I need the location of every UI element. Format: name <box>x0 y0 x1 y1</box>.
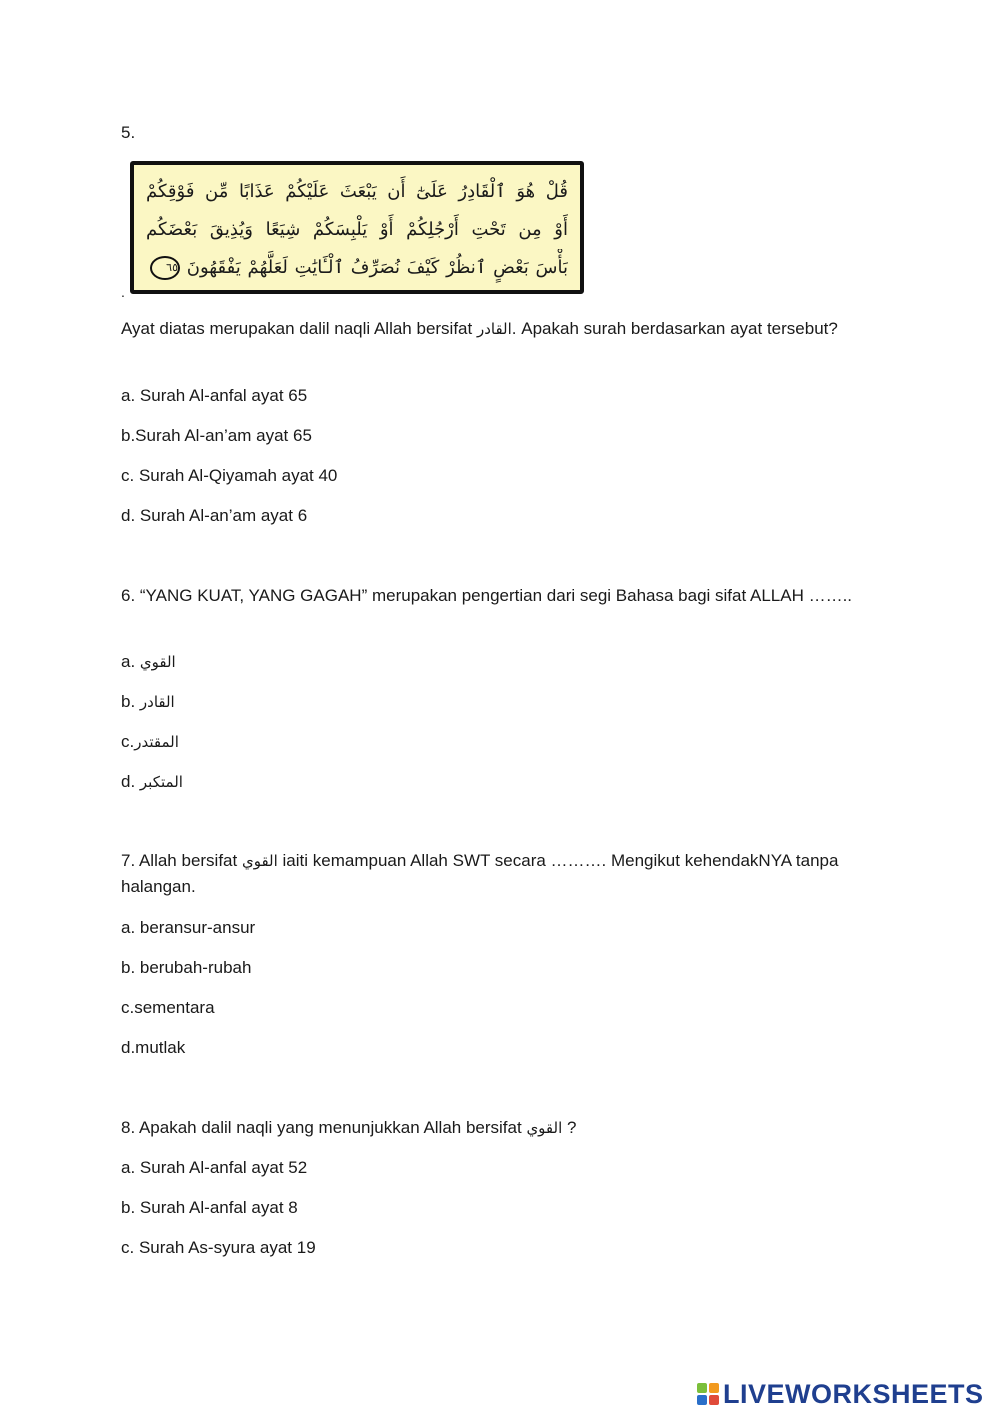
ayah-line-3: بَأْسَ بَعْضٍ ٱنظُرْ كَيْفَ نُصَرِّفُ ٱلْـَٔايَٰتِ لَعَلَّهُمْ يَفْقَهُونَ ٦٥ <box>146 249 568 287</box>
q6-option-b[interactable]: b. القادر <box>121 692 175 711</box>
q8-option-b[interactable]: b. Surah Al-anfal ayat 8 <box>121 1198 298 1217</box>
q6-option-a[interactable]: a. القوي <box>121 652 176 671</box>
logo-mark-icon <box>697 1383 719 1405</box>
q7-option-d[interactable]: d.mutlak <box>121 1038 186 1057</box>
quran-verse-image <box>130 161 584 294</box>
q5-arabic-term: القادر <box>476 320 512 338</box>
q8-option-a[interactable]: a. Surah Al-anfal ayat 52 <box>121 1158 308 1177</box>
q5-question: Ayat diatas merupakan dalil naqli Allah bersifat القادر. Apakah surah berdasarkan ayat tersebut? <box>121 319 838 338</box>
q7-option-a[interactable]: a. beransur-ansur <box>121 918 256 937</box>
q6-option-d[interactable]: d. المتكبر <box>121 772 183 791</box>
q7-option-c[interactable]: c.sementara <box>121 998 215 1017</box>
q7-option-b[interactable]: b. berubah-rubah <box>121 958 252 977</box>
logo-text: LIVEWORKSHEETS <box>723 1378 984 1409</box>
q8-option-c[interactable]: c. Surah As-syura ayat 19 <box>121 1238 316 1257</box>
q5-number: 5. <box>121 123 136 142</box>
q8-arabic-term: القوي <box>526 1119 563 1137</box>
q5-option-c[interactable]: c. Surah Al-Qiyamah ayat 40 <box>121 466 338 485</box>
q5-option-a[interactable]: a. Surah Al-anfal ayat 65 <box>121 386 308 405</box>
ayah-line-1: قُلْ هُوَ ٱلْقَادِرُ عَلَىٰٓ أَن يَبْعَثَ عَلَيْكُمْ عَذَابًا مِّن فَوْقِكُمْ <box>146 181 568 202</box>
q6-option-c[interactable]: c.المقتدر <box>121 732 179 751</box>
ayah-line-2: أَوْ مِن تَحْتِ أَرْجُلِكُمْ أَوْ يَلْبِسَكُمْ شِيَعًا وَيُذِيقَ بَعْضَكُم <box>146 219 568 240</box>
q8-question: 8. Apakah dalil naqli yang menunjukkan Allah bersifat القوي ? <box>121 1118 577 1137</box>
q5-dot: . <box>121 284 125 300</box>
q5-option-d[interactable]: d. Surah Al-an’am ayat 6 <box>121 506 308 525</box>
q7-arabic-term: القوي <box>241 852 278 870</box>
q6-question: 6. “YANG KUAT, YANG GAGAH” merupakan pengertian dari segi Bahasa bagi sifat ALLAH …….. <box>121 586 853 605</box>
q5-option-b[interactable]: b.Surah Al-an’am ayat 65 <box>121 426 312 445</box>
liveworksheets-logo[interactable] <box>697 1379 984 1409</box>
ayah-number-badge: ٦٥ <box>150 256 180 280</box>
q7-question: 7. Allah bersifat القوي iaiti kemampuan Allah SWT secara ………. Mengikut kehendakNYA tanpa halangan. <box>121 851 839 896</box>
